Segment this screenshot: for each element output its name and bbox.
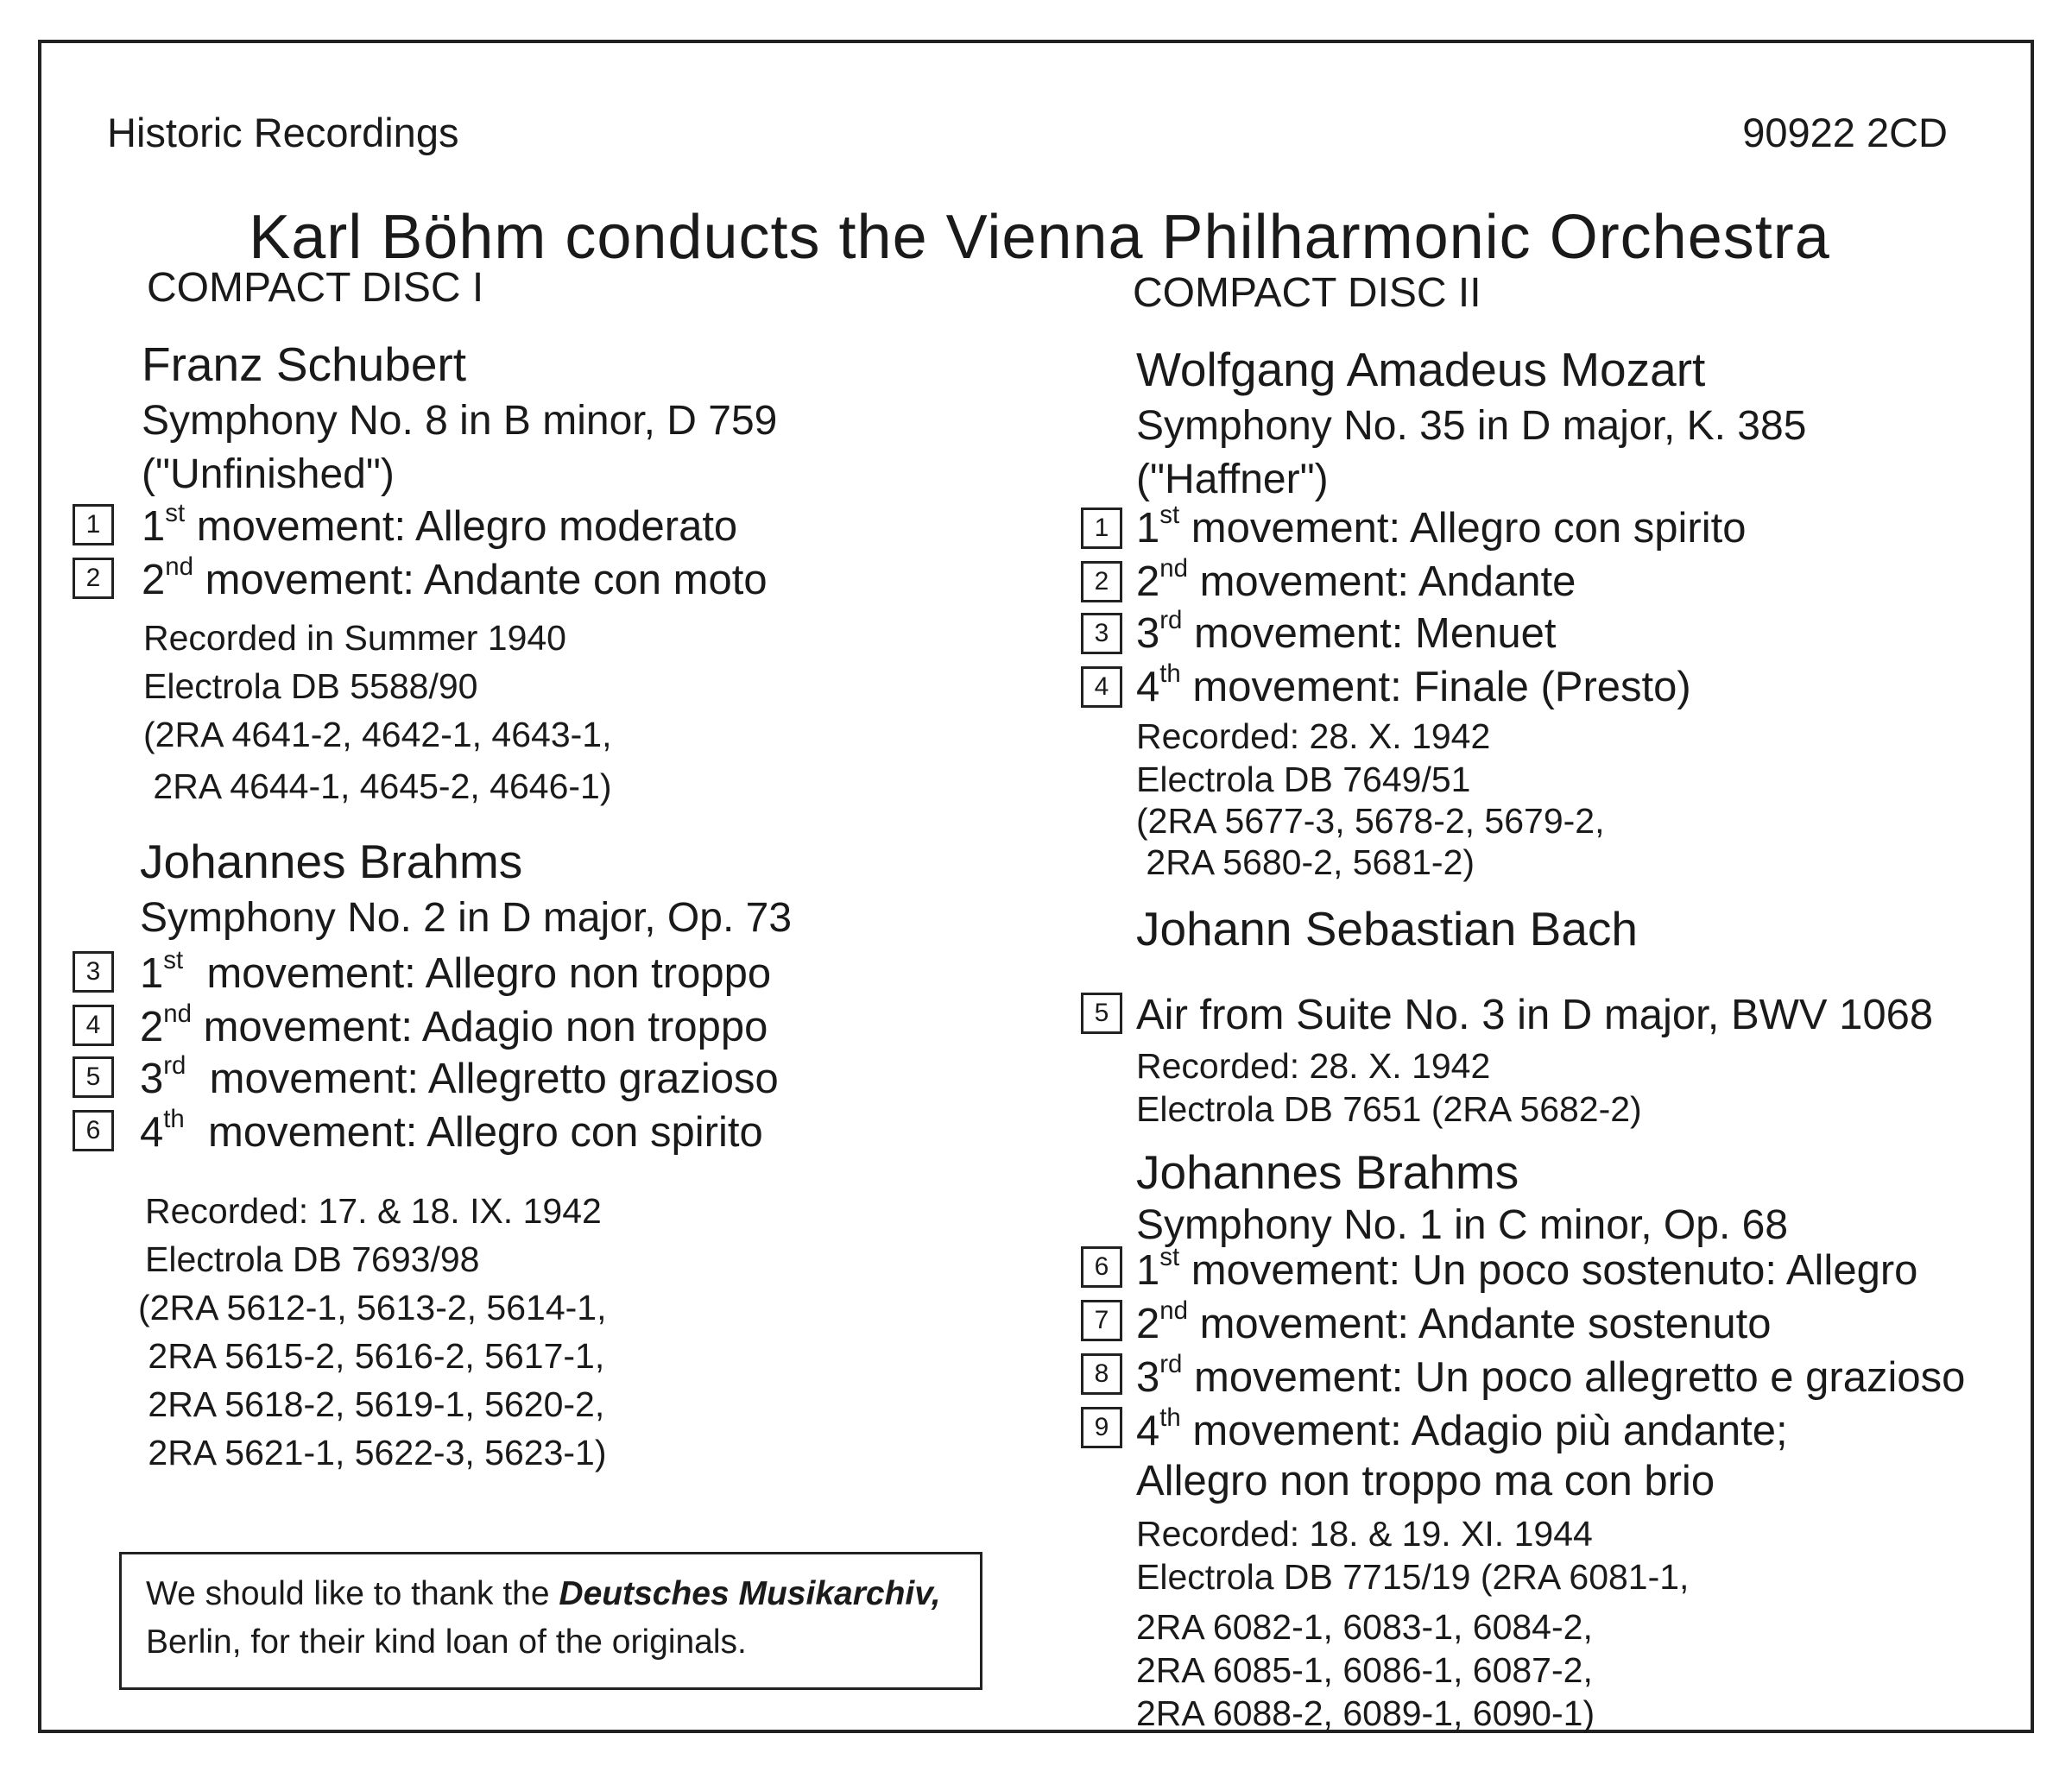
track-number-box: 2 [1081,561,1122,602]
acknowledgement-box [119,1552,982,1690]
track-number-box: 9 [1081,1407,1122,1448]
track-title: 4th movement: Adagio più andante; [1136,1403,1788,1454]
recording-note: Electrola DB 5588/90 [143,666,478,706]
work-title: Symphony No. 35 in D major, K. 385 [1136,403,1807,449]
track-number-box: 4 [73,1005,114,1046]
recording-note: Recorded: 28. X. 1942 [1136,1046,1491,1086]
recording-note: 2RA 5615-2, 5616-2, 5617-1, [138,1336,605,1376]
recording-note: (2RA 4641-2, 4642-1, 4643-1, [143,715,612,754]
track-title: 2nd movement: Andante [1136,553,1576,605]
acknowledgement-line-1: We should like to thank the Deutsches Musikarchiv, [146,1575,941,1612]
disc1-label: COMPACT DISC I [147,265,484,311]
recording-note: (2RA 5677-3, 5678-2, 5679-2, [1136,801,1605,841]
track-number-box: 7 [1081,1300,1122,1341]
work-title: Symphony No. 8 in B minor, D 759 [142,398,778,444]
recording-note: 2RA 5621-1, 5622-3, 5623-1) [138,1433,607,1472]
composer-mozart: Wolfgang Amadeus Mozart [1136,343,1706,396]
track-title: 4th movement: Finale (Presto) [1136,659,1691,710]
track-number-box: 5 [73,1056,114,1098]
track-number-box: 4 [1081,666,1122,708]
track-number-box: 1 [73,504,114,545]
recording-note: Electrola DB 7715/19 (2RA 6081-1, [1136,1557,1690,1597]
recording-note: 2RA 6082-1, 6083-1, 6084-2, [1136,1607,1593,1647]
work-title: Symphony No. 2 in D major, Op. 73 [140,895,793,941]
track-title: 2nd movement: Adagio non troppo [140,999,768,1050]
work-title: Symphony No. 1 in C minor, Op. 68 [1136,1202,1789,1248]
page-title: Karl Böhm conducts the Vienna Philharmonic Orchestra [249,203,1830,272]
track-title: 1st movement: Allegro con spirito [1136,500,1747,552]
catalog-number: 90922 2CD [1742,110,1948,155]
track-title: 1st movement: Un poco sostenuto: Allegro [1136,1242,1918,1294]
track-number-box: 6 [1081,1246,1122,1288]
track-title: 3rd movement: Allegretto grazioso [140,1050,779,1102]
track-title-continued: Allegro non troppo ma con brio [1136,1458,1715,1504]
composer-brahms: Johannes Brahms [140,835,523,888]
recording-note: 2RA 6088-2, 6089-1, 6090-1) [1136,1693,1595,1733]
recording-note: 2RA 4644-1, 4645-2, 4646-1) [143,766,612,806]
recording-note: Recorded: 17. & 18. IX. 1942 [145,1191,602,1231]
archive-name: Deutsches Musikarchiv, [559,1575,941,1612]
recording-note: (2RA 5612-1, 5613-2, 5614-1, [138,1288,607,1327]
track-number-box: 3 [1081,613,1122,654]
recording-note: 2RA 5680-2, 5681-2) [1136,842,1475,882]
track-number-box: 6 [73,1110,114,1151]
recording-note: Electrola DB 7693/98 [145,1239,480,1279]
recording-note: Electrola DB 7651 (2RA 5682-2) [1136,1089,1642,1129]
recording-note: Recorded in Summer 1940 [143,618,566,658]
composer-bach: Johann Sebastian Bach [1136,902,1638,955]
liner-card [38,40,2034,1733]
recording-note: Recorded: 28. X. 1942 [1136,716,1491,756]
work-subtitle: ("Unfinished") [142,451,395,497]
series-label: Historic Recordings [107,110,459,155]
track-title: 4th movement: Allegro con spirito [140,1104,763,1156]
track-number-box: 2 [73,558,114,599]
track-title: 1st movement: Allegro moderato [142,498,738,550]
disc2-label: COMPACT DISC II [1133,270,1481,316]
track-number-box: 1 [1081,508,1122,549]
track-title: 3rd movement: Menuet [1136,605,1557,657]
composer-brahms: Johannes Brahms [1136,1145,1519,1199]
track-number-box: 5 [1081,993,1122,1034]
acknowledgement-line-2: Berlin, for their kind loan of the originals. [146,1624,747,1661]
track-title: 2nd movement: Andante con moto [142,552,768,603]
recording-note: Electrola DB 7649/51 [1136,760,1471,799]
work-subtitle: ("Haffner") [1136,457,1329,502]
track-title: 1st movement: Allegro non troppo [140,945,772,997]
track-number-box: 3 [73,951,114,993]
composer-schubert: Franz Schubert [142,337,467,391]
track-title: Air from Suite No. 3 in D major, BWV 1068 [1136,992,1934,1038]
recording-note: 2RA 5618-2, 5619-1, 5620-2, [138,1384,605,1424]
track-title: 3rd movement: Un poco allegretto e grazioso [1136,1349,1966,1401]
track-title: 2nd movement: Andante sostenuto [1136,1296,1772,1347]
recording-note: 2RA 6085-1, 6086-1, 6087-2, [1136,1650,1593,1690]
recording-note: Recorded: 18. & 19. XI. 1944 [1136,1514,1593,1554]
track-number-box: 8 [1081,1353,1122,1395]
